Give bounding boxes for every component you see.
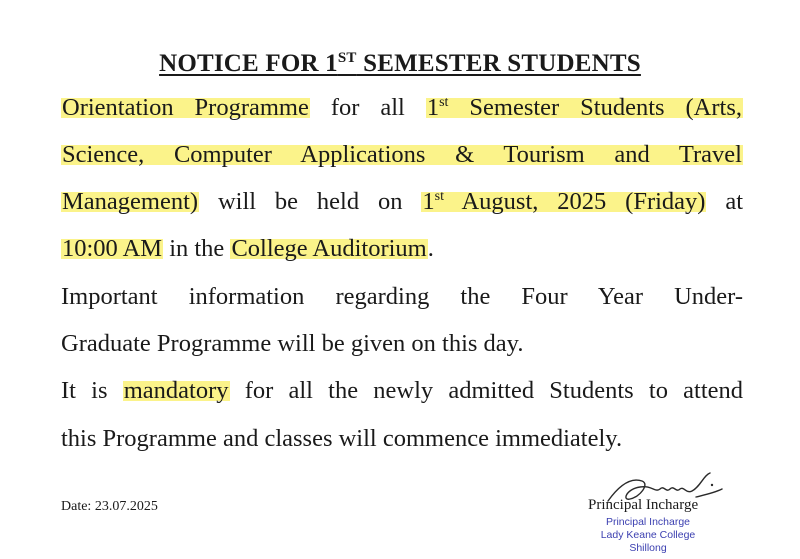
highlight-management: Management) xyxy=(62,188,199,215)
official-stamp xyxy=(590,516,706,555)
highlight-time: 10:00 AM xyxy=(62,235,163,262)
aug-sup: st xyxy=(434,189,444,204)
paragraph3-line2: this Programme and classes will commence immediately. xyxy=(61,425,623,452)
paragraph3-line1 xyxy=(61,376,743,406)
paragraph1-line3 xyxy=(61,187,743,217)
paragraph1-line2 xyxy=(61,140,743,170)
stamp-line-3: Shillong xyxy=(629,542,667,554)
notice-date: Date: 23.07.2025 xyxy=(61,499,158,514)
title-suffix: SEMESTER STUDENTS xyxy=(356,50,641,77)
highlight-mandatory: mandatory xyxy=(123,377,229,404)
title-prefix: NOTICE FOR 1 xyxy=(159,50,338,77)
paragraph1-line4 xyxy=(61,234,743,264)
notice-title xyxy=(0,50,800,78)
stamp-line-2: Lady Keane College xyxy=(600,529,696,541)
semester-students-text: Semester Students (Arts, xyxy=(448,94,743,121)
highlight-date xyxy=(421,188,706,215)
text-for-all: for all xyxy=(309,94,426,121)
title-superscript: ST xyxy=(337,50,357,66)
text-in-the: in the xyxy=(163,235,231,262)
text-at: at xyxy=(706,188,744,215)
text-rest: for all the newly admitted Students to attend xyxy=(229,377,744,404)
text-held-on: will be held on xyxy=(199,188,422,215)
first-sup: st xyxy=(439,95,449,110)
stamp-line-1: Principal Incharge xyxy=(605,516,691,528)
highlight-venue: College Auditorium xyxy=(231,235,427,262)
paragraph2-line2: Graduate Programme will be given on this day. xyxy=(61,330,524,357)
first-num: 1 xyxy=(426,94,440,121)
paragraph2-line1: Important information regarding the Four Year Under- xyxy=(61,283,743,310)
paragraph1-line1 xyxy=(61,93,743,123)
aug-num: 1 xyxy=(422,188,435,215)
highlight-orientation: Orientation Programme xyxy=(62,94,309,121)
highlight-streams: Science, Computer Applications & Tourism and Travel xyxy=(62,141,742,168)
highlight-semester-students xyxy=(426,94,743,121)
text-period: . xyxy=(427,235,434,262)
principal-label: Principal Incharge xyxy=(588,497,699,513)
aug-date: August, 2025 (Friday) xyxy=(443,188,706,215)
text-it-is: It is xyxy=(61,377,123,404)
